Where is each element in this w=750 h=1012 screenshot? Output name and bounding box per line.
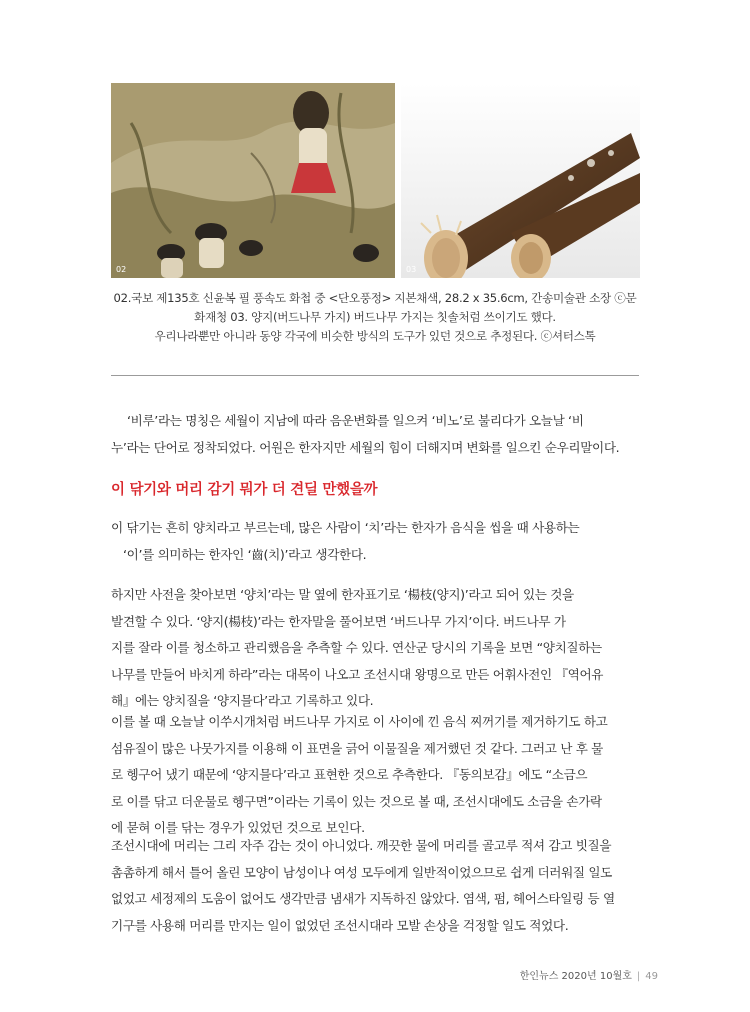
paragraph-line: 없었고 세정제의 도움이 없어도 생각만큼 냄새가 지독하진 않았다. 염색, 펌, 헤어스타일링 등 열 — [111, 891, 615, 906]
section-divider — [111, 375, 639, 376]
paragraph-line: ‘이’를 의미하는 한자인 ‘齒(치)’라고 생각한다. — [123, 546, 367, 562]
danojeong-painting-image — [111, 83, 395, 278]
paragraph-line: 로 이를 닦고 더운물로 헹구면”이라는 기록이 있는 것으로 볼 때, 조선시대에도 소금을 손가락 — [111, 793, 602, 809]
paragraph-line: 하지만 사전을 찾아보면 ‘양치’라는 말 옆에 한자표기로 ‘楊枝(양지)’라고 되어 있는 것을 — [111, 587, 574, 602]
section-heading: 이 닦기와 머리 감기 뭐가 더 견딜 만했을까 — [111, 482, 378, 498]
footer-separator: | — [636, 971, 641, 982]
paragraph-line: 이 닦기는 흔히 양치라고 부르는데, 많은 사람이 ‘치’라는 한자가 음식을 씹을 때 사용하는 — [111, 520, 580, 535]
photo-number: 02 — [116, 265, 127, 274]
paragraph-line: 에 묻혀 이를 닦는 경우가 있었던 것으로 보인다. — [111, 820, 365, 835]
body-paragraph — [111, 515, 651, 568]
caption-line: 우리나라뿐만 아니라 동양 각국에 비슷한 방식의 도구가 있던 것으로 추정된다. ⓒ셔터스톡 — [154, 329, 596, 343]
paragraph-line: 나무를 만들어 바치게 하라”라는 대목이 나오고 조선시대 왕명으로 만든 어휘사전인 『역어유 — [111, 666, 604, 682]
paragraph-line: 기구를 사용해 머리를 만지는 일이 없었던 조선시대라 모발 손상을 걱정할 일도 적었다. — [111, 917, 569, 933]
paragraph-line: 해』에는 양치질을 ‘양지믈다’라고 기록하고 있다. — [111, 693, 374, 708]
caption-line: 화재청 03. 양지(버드나무 가지) 버드나무 가지는 칫솔처럼 쓰이기도 했다. — [194, 310, 556, 324]
willow-branch-image — [401, 83, 640, 278]
paragraph-line: 지를 잘라 이를 청소하고 관리했음을 추측할 수 있다. 연산군 당시의 기록을 보면 “양치질하는 — [111, 640, 602, 655]
caption-line: 02.국보 제135호 신윤복 필 풍속도 화첩 중 <단오풍정> 지본채색, 28.2 x 35.6cm, 간송미술관 소장 ⓒ문 — [113, 291, 637, 305]
page-footer — [520, 967, 658, 982]
paragraph-line: ‘비루’라는 명칭은 세월이 지남에 따라 음운변화를 일으켜 ‘비노’로 불리다가 오늘날 ‘비 — [127, 413, 584, 428]
page-number: 49 — [645, 971, 658, 982]
body-paragraph — [111, 709, 651, 842]
paragraph-line: 누’라는 단어로 정착되었다. 어원은 한자지만 세월의 힘이 더해지며 변화를 일으킨 순우리말이다. — [111, 439, 620, 455]
paragraph-line: 로 헹구어 냈기 때문에 ‘양지믈다’라고 표현한 것으로 추측한다. 『동의보감』에도 “소금으 — [111, 767, 588, 782]
willow-branch-photo — [401, 83, 640, 278]
body-paragraph — [111, 582, 651, 715]
photo-row — [111, 83, 639, 278]
body-paragraph — [111, 408, 651, 461]
paragraph-line: 촘촘하게 해서 틀어 올린 모양이 남성이나 여성 모두에게 일반적이었으므로 쉽게 더러워질 일도 — [111, 864, 612, 880]
issue-label: 한인뉴스 2020년 10월호 — [519, 971, 632, 982]
photo-caption — [96, 289, 654, 346]
paragraph-line: 이를 볼 때 오늘날 이쑤시개처럼 버드나무 가지로 이 사이에 낀 음식 찌꺼기를 제거하기도 하고 — [111, 714, 608, 729]
photo-number: 03 — [406, 265, 417, 274]
paragraph-line: 발견할 수 있다. ‘양지(楊枝)’라는 한자말을 풀어보면 ‘버드나무 가지’이다. 버드나무 가 — [111, 613, 566, 629]
paragraph-line: 섬유질이 많은 나뭇가지를 이용해 이 표면을 긁어 이물질을 제거했던 것 같다. 그러고 난 후 물 — [111, 740, 603, 756]
painting-photo — [111, 83, 395, 278]
paragraph-line: 조선시대에 머리는 그리 자주 감는 것이 아니었다. 깨끗한 물에 머리를 골고루 적셔 감고 빗질을 — [111, 838, 612, 853]
body-paragraph — [111, 833, 651, 939]
